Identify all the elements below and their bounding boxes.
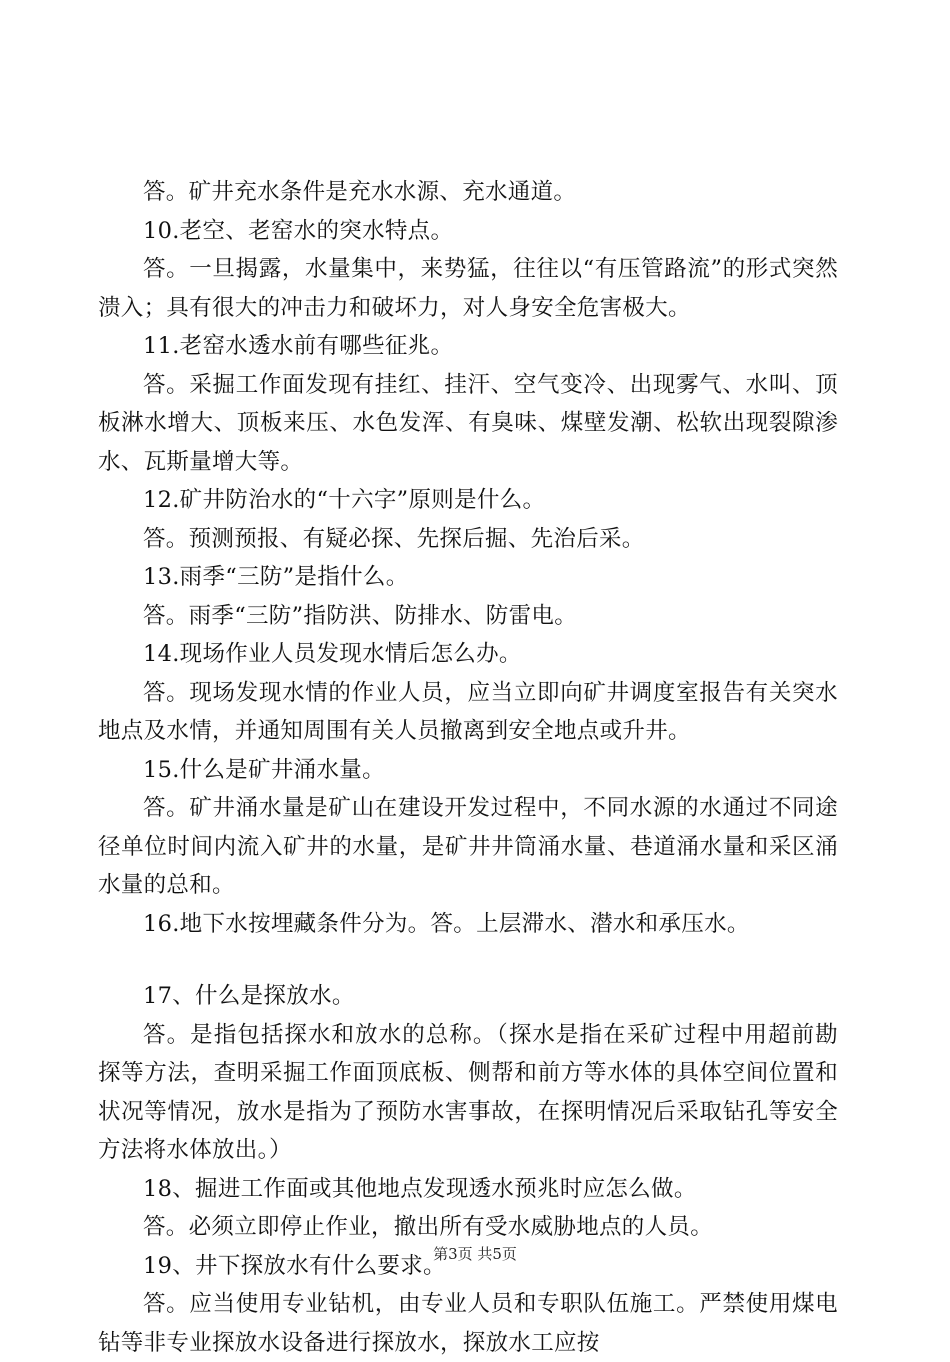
question-17: 17、什么是探放水。	[143, 983, 355, 1009]
paragraph-1: 答。矿井充水条件是充水水源、充水通道。	[143, 179, 577, 205]
question-13: 13.雨季“三防”是指什么。	[143, 564, 409, 590]
question-answer-16: 16.地下水按埋藏条件分为。答。上层滞水、潜水和承压水。	[143, 910, 750, 937]
answer-11: 答。采掘工作面发现有挂红、挂汗、空气变冷、出现雾气、水叫、顶板淋水增大、顶板来压、水色发浑、有臭味、煤壁发潮、松软出现裂隙渗水、瓦斯量增大等。	[98, 371, 838, 475]
answer-10: 答。一旦揭露，水量集中，来势猛，往往以“有压管路流”的形式突然溃入；具有很大的冲击力和破坏力，对人身安全危害极大。	[98, 256, 838, 321]
answer-15: 答。矿井涌水量是矿山在建设开发过程中，不同水源的水通过不同途径单位时间内流入矿井的水量，是矿井井筒涌水量、巷道涌水量和采区涌水量的总和。	[98, 795, 838, 898]
question-11: 11.老窑水透水前有哪些征兆。	[143, 333, 454, 359]
answer-14: 答。现场发现水情的作业人员，应当立即向矿井调度室报告有关突水地点及水情，并通知周围有关人员撤离到安全地点或升井。	[98, 679, 838, 744]
answer-17: 答。是指包括探水和放水的总称。（探水是指在采矿过程中用超前勘探等方法，查明采掘工作面顶底板、侧帮和前方等水体的具体空间位置和状况等情况，放水是指为了预防水害事故，在探明情况后采取钻孔等安全方法将水体放出。）	[98, 1021, 838, 1163]
question-15: 15.什么是矿井涌水量。	[143, 756, 385, 783]
answer-18: 答。必须立即停止作业，撤出所有受水威胁地点的人员。	[143, 1214, 714, 1240]
answer-19: 答。应当使用专业钻机，由专业人员和专职队伍施工。严禁使用煤电钻等非专业探放水设备进行探放水，探放水工应按	[98, 1291, 838, 1356]
answer-12: 答。预测预报、有疑必探、先探后掘、先治后采。	[143, 525, 645, 552]
question-18: 18、掘进工作面或其他地点发现透水预兆时应怎么做。	[143, 1175, 697, 1202]
document-body	[98, 173, 838, 1362]
answer-13: 答。雨季“三防”指防洪、防排水、防雷电。	[143, 602, 578, 629]
page-footer: 第3页 共5页	[433, 1245, 517, 1263]
question-14: 14.现场作业人员发现水情后怎么办。	[143, 641, 522, 667]
question-19: 19、井下探放水有什么要求。	[143, 1252, 446, 1279]
question-10: 10.老空、老窑水的突水特点。	[143, 217, 454, 244]
question-12: 12.矿井防治水的“十六字”原则是什么。	[143, 487, 546, 513]
